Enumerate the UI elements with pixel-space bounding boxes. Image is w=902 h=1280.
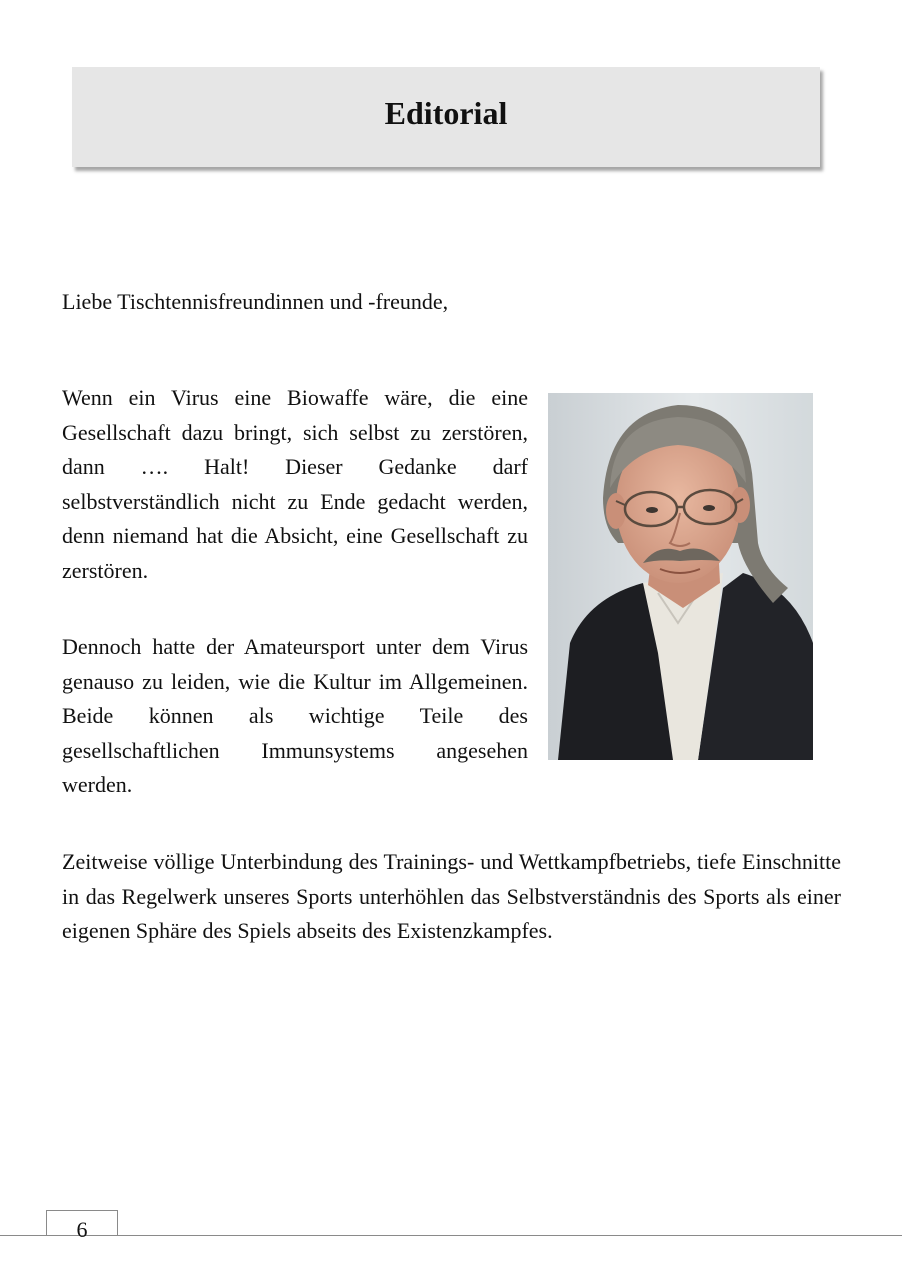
paragraph-2: Dennoch hatte der Amateursport unter dem Virus genauso zu leiden, wie die Kultur im Allgemeinen. Beide können als wichtige Teile des gesellschaftlichen Immunsystems angesehen werden.: [62, 634, 528, 798]
page-number-tab: [46, 1210, 118, 1242]
editorial-title-box: [72, 67, 820, 167]
author-portrait-photo: [548, 393, 813, 760]
page-title: Editorial: [384, 95, 508, 131]
footer-rule: [0, 1235, 902, 1236]
salutation: Liebe Tischtennisfreundinnen und -freunde,: [62, 289, 449, 314]
paragraph-1: Wenn ein Virus eine Biowaffe wäre, die eine Gesellschaft dazu bringt, sich selbst zu zerstören, dann …. Halt! Dieser Gedanke darf selbstverständlich nicht zu Ende gedacht werden, denn niemand hat die Absicht, eine Gesellschaft zu zerstören.: [62, 385, 528, 583]
page-number: 6: [76, 1217, 88, 1242]
paragraph-3: Zeitweise völlige Unterbindung des Trainings- und Wettkampfbetriebs, tiefe Einschnitte in das Regelwerk unseres Sports unterhöhlen das Selbstverständnis des Sports als einer eigenen Sphäre des Spiels abseits des Existenzkampfes.: [62, 849, 841, 944]
